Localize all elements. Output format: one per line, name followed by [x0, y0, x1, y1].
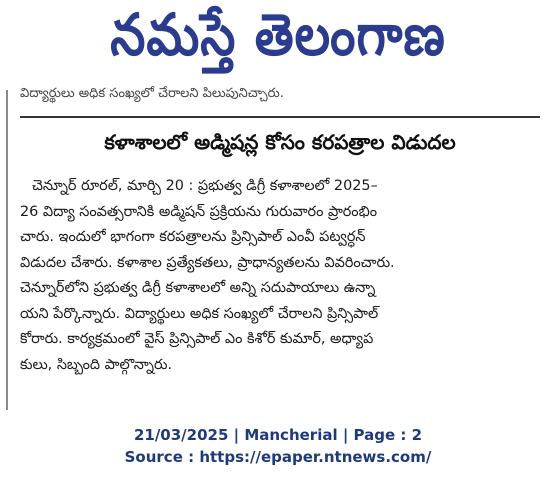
newspaper-logo: నమస్తే తెలంగాణ [110, 1, 446, 68]
article-line: విడుదల చేశారు. కళాశాల ప్రత్యేకతలు, ప్రాధాన్యతలను వివరించారు. [20, 254, 395, 271]
article-line: కోరారు. కార్యక్రమంలో వైస్ ప్రిన్సిపాల్ ఎం కిశోర్ కుమార్, అధ్యాప [20, 331, 374, 347]
article-line: చెన్నూర్‌లోని ప్రభుత్వ డిగ్రీ కళాశాలలో అన్ని సదుపాయాలు ఉన్నా [20, 280, 376, 296]
article-line: కులు, సిబ్బంది పాల్గొన్నారు. [20, 356, 173, 373]
article-headline: కళాశాలలో అడ్మిషన్ల కోసం కరపత్రాల విడుదల [104, 130, 456, 154]
edition-info: 21/03/2025 | Mancherial | Page : 2 [133, 426, 423, 444]
article-line: చారు. ఇందులో భాగంగా కరపత్రాలను ప్రిన్సిపాల్ ఎంవీ పట్వర్ధన్ [20, 229, 366, 245]
article-clipping [0, 86, 556, 410]
article-line: చెన్నూర్ రూరల్, మార్చి 20 : ప్రభుత్వ డిగ్రీ కళాశాలలో 2025– [32, 178, 378, 194]
source-url: Source : https://epaper.ntnews.com/ [124, 448, 432, 466]
source-footer [0, 424, 556, 468]
masthead [0, 0, 556, 84]
headline-divider [20, 116, 540, 118]
article-body [20, 174, 540, 378]
article-line: 26 విద్యా సంవత్సరానికి అడ్మిషన్ ప్రక్రియను గురువారం ప్రారంభిం [20, 203, 377, 220]
article-line: యని పేర్కొన్నారు. విద్యార్థులు అధిక సంఖ్యలో చేరాలని ప్రిన్సిపాల్ [20, 305, 379, 322]
column-rule [6, 90, 8, 410]
previous-article-cut-line: విద్యార్థులు అధిక సంఖ్యలో చేరాలని పిలుపునిచ్చారు. [20, 86, 284, 101]
